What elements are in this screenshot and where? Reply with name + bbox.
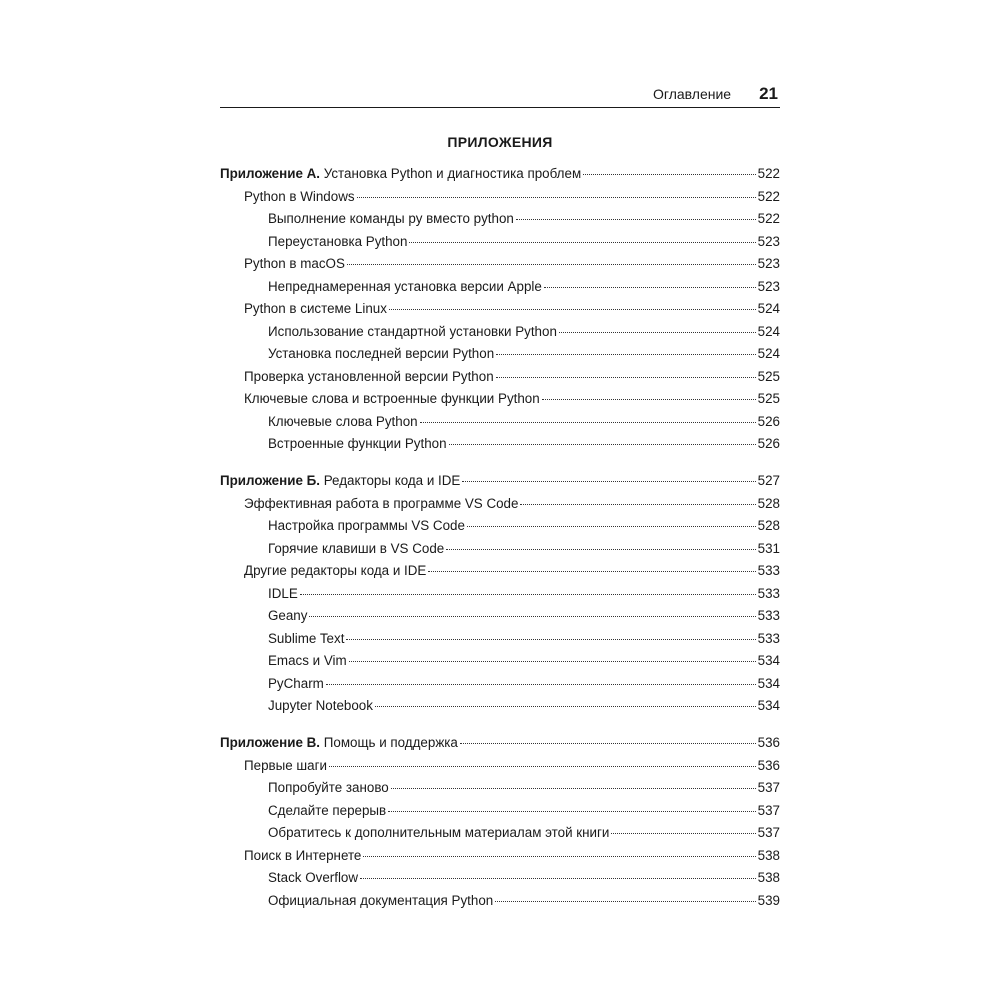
- toc-entry-title: Поиск в Интернете: [244, 847, 362, 863]
- running-head-page-number: 21: [759, 84, 778, 103]
- toc-entry-title: Ключевые слова Python: [268, 413, 418, 429]
- toc-section-entry[interactable]: [220, 563, 780, 586]
- toc-section-entry[interactable]: [220, 496, 780, 519]
- toc-subsection-entry[interactable]: [220, 211, 780, 234]
- toc-entry-label: [268, 631, 344, 646]
- toc-appendix-prefix: Приложение В.: [220, 735, 321, 750]
- toc-entry-title: Редакторы кода и IDE: [323, 473, 461, 488]
- toc-entry-label: [244, 301, 387, 316]
- toc-entry-page: 533: [757, 608, 780, 623]
- toc-section-entry[interactable]: [220, 256, 780, 279]
- toc-entry-label: [244, 256, 345, 271]
- toc-entry-label: [268, 518, 465, 533]
- toc-entry-page: 537: [757, 825, 780, 840]
- toc-section-entry[interactable]: [220, 369, 780, 392]
- dot-leader: [467, 525, 756, 527]
- toc-appendix-prefix: Приложение А.: [220, 166, 321, 181]
- toc-entry-page: 524: [757, 346, 780, 361]
- header-rule: [220, 107, 780, 108]
- toc-section-entry[interactable]: [220, 848, 780, 871]
- toc-entry-title: Встроенные функции Python: [268, 436, 447, 451]
- dot-leader: [388, 810, 756, 812]
- toc-appendix-entry[interactable]: [220, 735, 780, 758]
- toc-entry-title: Переустановка Python: [268, 233, 408, 249]
- toc-entry-page: 524: [757, 301, 780, 316]
- toc-entry-title: Установка последней версии Python: [268, 346, 495, 361]
- toc-entry-title: Emacs и Vim: [268, 653, 347, 668]
- toc-entry-label: [268, 211, 514, 226]
- toc-entry-title: Настройка программы VS Code: [268, 518, 465, 533]
- toc-entry-title: Использование стандартной установки Python: [268, 323, 557, 339]
- toc-entry-page: 531: [757, 540, 780, 556]
- dot-leader: [329, 765, 756, 767]
- toc-subsection-entry[interactable]: [220, 870, 780, 893]
- toc-entry-title: Горячие клавиши в VS Code: [268, 540, 445, 556]
- toc-entry-title: Sublime Text: [268, 630, 345, 646]
- dot-leader: [360, 877, 756, 879]
- toc-entry-page: 526: [757, 436, 780, 451]
- toc-entry-label: [268, 653, 347, 668]
- dot-leader: [542, 398, 756, 400]
- toc-appendix-entry[interactable]: [220, 473, 780, 496]
- toc-entry-label: [268, 346, 494, 361]
- toc-entry-page: 533: [757, 585, 780, 601]
- toc-entry-label: [220, 735, 458, 750]
- toc-entry-title: Попробуйте заново: [268, 780, 389, 795]
- dot-leader: [420, 421, 756, 423]
- dot-leader: [347, 263, 756, 265]
- toc-entry-page: 525: [757, 368, 780, 384]
- dot-leader: [309, 615, 755, 617]
- toc-entry-label: [244, 189, 355, 204]
- toc-appendix-entry[interactable]: [220, 166, 780, 189]
- toc-entry-title: Другие редакторы кода и IDE: [244, 563, 427, 578]
- toc-subsection-entry[interactable]: [220, 893, 780, 916]
- dot-leader: [428, 570, 755, 572]
- dot-leader: [544, 286, 756, 288]
- toc-entry-title: Обратитесь к дополнительным материалам этой книги: [268, 825, 610, 840]
- toc-entry-title: Stack Overflow: [268, 870, 359, 885]
- toc-section-entry[interactable]: [220, 391, 780, 414]
- toc-entry-page: 523: [757, 256, 780, 271]
- dot-leader: [389, 308, 756, 310]
- toc-entry-title: Непреднамеренная установка версии Apple: [268, 278, 542, 294]
- toc-entry-page: 523: [757, 233, 780, 249]
- toc-entry-page: 527: [757, 473, 780, 488]
- dot-leader: [349, 660, 756, 662]
- toc-section-entry[interactable]: [220, 758, 780, 781]
- toc-subsection-entry[interactable]: [220, 780, 780, 803]
- toc-entry-label: [268, 586, 298, 601]
- running-head-chapter: Оглавление: [653, 86, 732, 102]
- toc-subsection-entry[interactable]: [220, 803, 780, 826]
- toc-subsection-entry[interactable]: [220, 586, 780, 609]
- toc-entry-title: Geany: [268, 608, 308, 623]
- toc-subsection-entry[interactable]: [220, 414, 780, 437]
- dot-leader: [516, 218, 756, 220]
- toc-entry-label: [244, 496, 518, 511]
- toc-entry-page: 536: [757, 735, 780, 750]
- toc-entry-title: Ключевые слова и встроенные функции Python: [244, 391, 540, 406]
- toc-subsection-entry[interactable]: [220, 279, 780, 302]
- running-head: [220, 84, 780, 106]
- toc-entry-label: [268, 414, 418, 429]
- dot-leader: [495, 900, 755, 902]
- toc-entry-title: Сделайте перерыв: [268, 802, 387, 818]
- toc-appendix-group: [220, 473, 780, 721]
- dot-leader: [446, 548, 755, 550]
- toc-subsection-entry[interactable]: [220, 698, 780, 721]
- toc-entry-title: PyCharm: [268, 675, 324, 691]
- dot-leader: [460, 742, 756, 744]
- dot-leader: [496, 376, 756, 378]
- toc-subsection-entry[interactable]: [220, 631, 780, 654]
- toc-subsection-entry[interactable]: [220, 518, 780, 541]
- toc-entry-page: 534: [757, 675, 780, 691]
- toc-entry-title: Выполнение команды py вместо python: [268, 211, 514, 226]
- toc-entry-label: [268, 825, 609, 840]
- toc-entry-page: 522: [757, 166, 780, 181]
- toc-entry-label: [244, 563, 426, 578]
- toc-entry-label: [268, 803, 386, 818]
- toc-entry-title: IDLE: [268, 585, 298, 601]
- toc-subsection-entry[interactable]: [220, 234, 780, 257]
- toc-appendix-prefix: Приложение Б.: [220, 473, 320, 488]
- toc-entry-label: [220, 166, 581, 181]
- dot-leader: [583, 173, 756, 175]
- toc-entry-label: [268, 234, 407, 249]
- toc-subsection-entry[interactable]: [220, 676, 780, 699]
- toc-entry-title: Проверка установленной версии Python: [244, 368, 494, 384]
- dot-leader: [391, 787, 756, 789]
- section-title: ПРИЛОЖЕНИЯ: [447, 134, 553, 150]
- toc-entry-page: 538: [757, 847, 780, 863]
- toc-subsection-entry[interactable]: [220, 324, 780, 347]
- toc-entry-label: [268, 279, 542, 294]
- toc-entry-page: 528: [757, 495, 780, 511]
- toc-entry-label: [244, 848, 361, 863]
- toc-entry-page: 537: [757, 780, 780, 795]
- toc-subsection-entry[interactable]: [220, 346, 780, 369]
- toc-entry-page: 534: [757, 653, 780, 668]
- dot-leader: [449, 443, 756, 445]
- toc-appendix-group: [220, 166, 780, 459]
- toc-entry-page: 524: [757, 323, 780, 339]
- toc-entry-label: [244, 391, 540, 406]
- toc-entry-label: [268, 698, 373, 713]
- toc-entry-label: [268, 608, 307, 623]
- toc-entry-page: 528: [757, 518, 780, 533]
- toc-entry-page: 539: [757, 892, 780, 908]
- toc-entry-title: Jupyter Notebook: [268, 698, 373, 713]
- toc-subsection-entry[interactable]: [220, 825, 780, 848]
- toc-entry-page: 533: [757, 630, 780, 646]
- toc-entry-title: Python в Windows: [244, 188, 355, 204]
- dot-leader: [520, 503, 755, 505]
- table-of-contents: [220, 166, 780, 930]
- dot-leader: [300, 593, 756, 595]
- toc-entry-page: 533: [757, 563, 780, 578]
- toc-entry-title: Эффективная работа в программе VS Code: [244, 495, 519, 511]
- toc-entry-title: Установка Python и диагностика проблем: [323, 166, 582, 181]
- toc-entry-page: 537: [757, 802, 780, 818]
- toc-entry-page: 538: [757, 870, 780, 885]
- toc-entry-label: [220, 473, 460, 488]
- toc-entry-title: Первые шаги: [244, 757, 327, 773]
- toc-subsection-entry[interactable]: [220, 436, 780, 459]
- toc-entry-page: 522: [757, 211, 780, 226]
- toc-appendix-group: [220, 735, 780, 915]
- toc-entry-title: Помощь и поддержка: [323, 735, 458, 750]
- toc-entry-title: Официальная документация Python: [268, 892, 494, 908]
- toc-entry-page: 534: [757, 698, 780, 713]
- dot-leader: [611, 832, 755, 834]
- dot-leader: [375, 705, 756, 707]
- dot-leader: [363, 855, 755, 857]
- toc-entry-title: Python в системе Linux: [244, 301, 387, 316]
- toc-entry-label: [268, 436, 447, 451]
- toc-entry-page: 525: [757, 391, 780, 406]
- toc-entry-page: 526: [757, 413, 780, 429]
- toc-entry-label: [244, 758, 327, 773]
- toc-subsection-entry[interactable]: [220, 608, 780, 631]
- dot-leader: [496, 353, 756, 355]
- dot-leader: [357, 196, 756, 198]
- toc-subsection-entry[interactable]: [220, 541, 780, 564]
- toc-entry-label: [268, 870, 358, 885]
- toc-entry-label: [268, 541, 444, 556]
- dot-leader: [326, 683, 756, 685]
- toc-entry-label: [268, 780, 389, 795]
- dot-leader: [462, 480, 755, 482]
- toc-entry-label: [268, 676, 324, 691]
- toc-entry-label: [268, 324, 557, 339]
- toc-entry-page: 523: [757, 278, 780, 294]
- dot-leader: [409, 241, 755, 243]
- toc-section-entry[interactable]: [220, 189, 780, 212]
- toc-subsection-entry[interactable]: [220, 653, 780, 676]
- toc-section-entry[interactable]: [220, 301, 780, 324]
- dot-leader: [559, 331, 756, 333]
- toc-entry-label: [244, 369, 494, 384]
- toc-entry-page: 522: [757, 188, 780, 204]
- toc-entry-title: Python в macOS: [244, 256, 345, 271]
- toc-entry-label: [268, 893, 493, 908]
- dot-leader: [346, 638, 755, 640]
- toc-entry-page: 536: [757, 757, 780, 773]
